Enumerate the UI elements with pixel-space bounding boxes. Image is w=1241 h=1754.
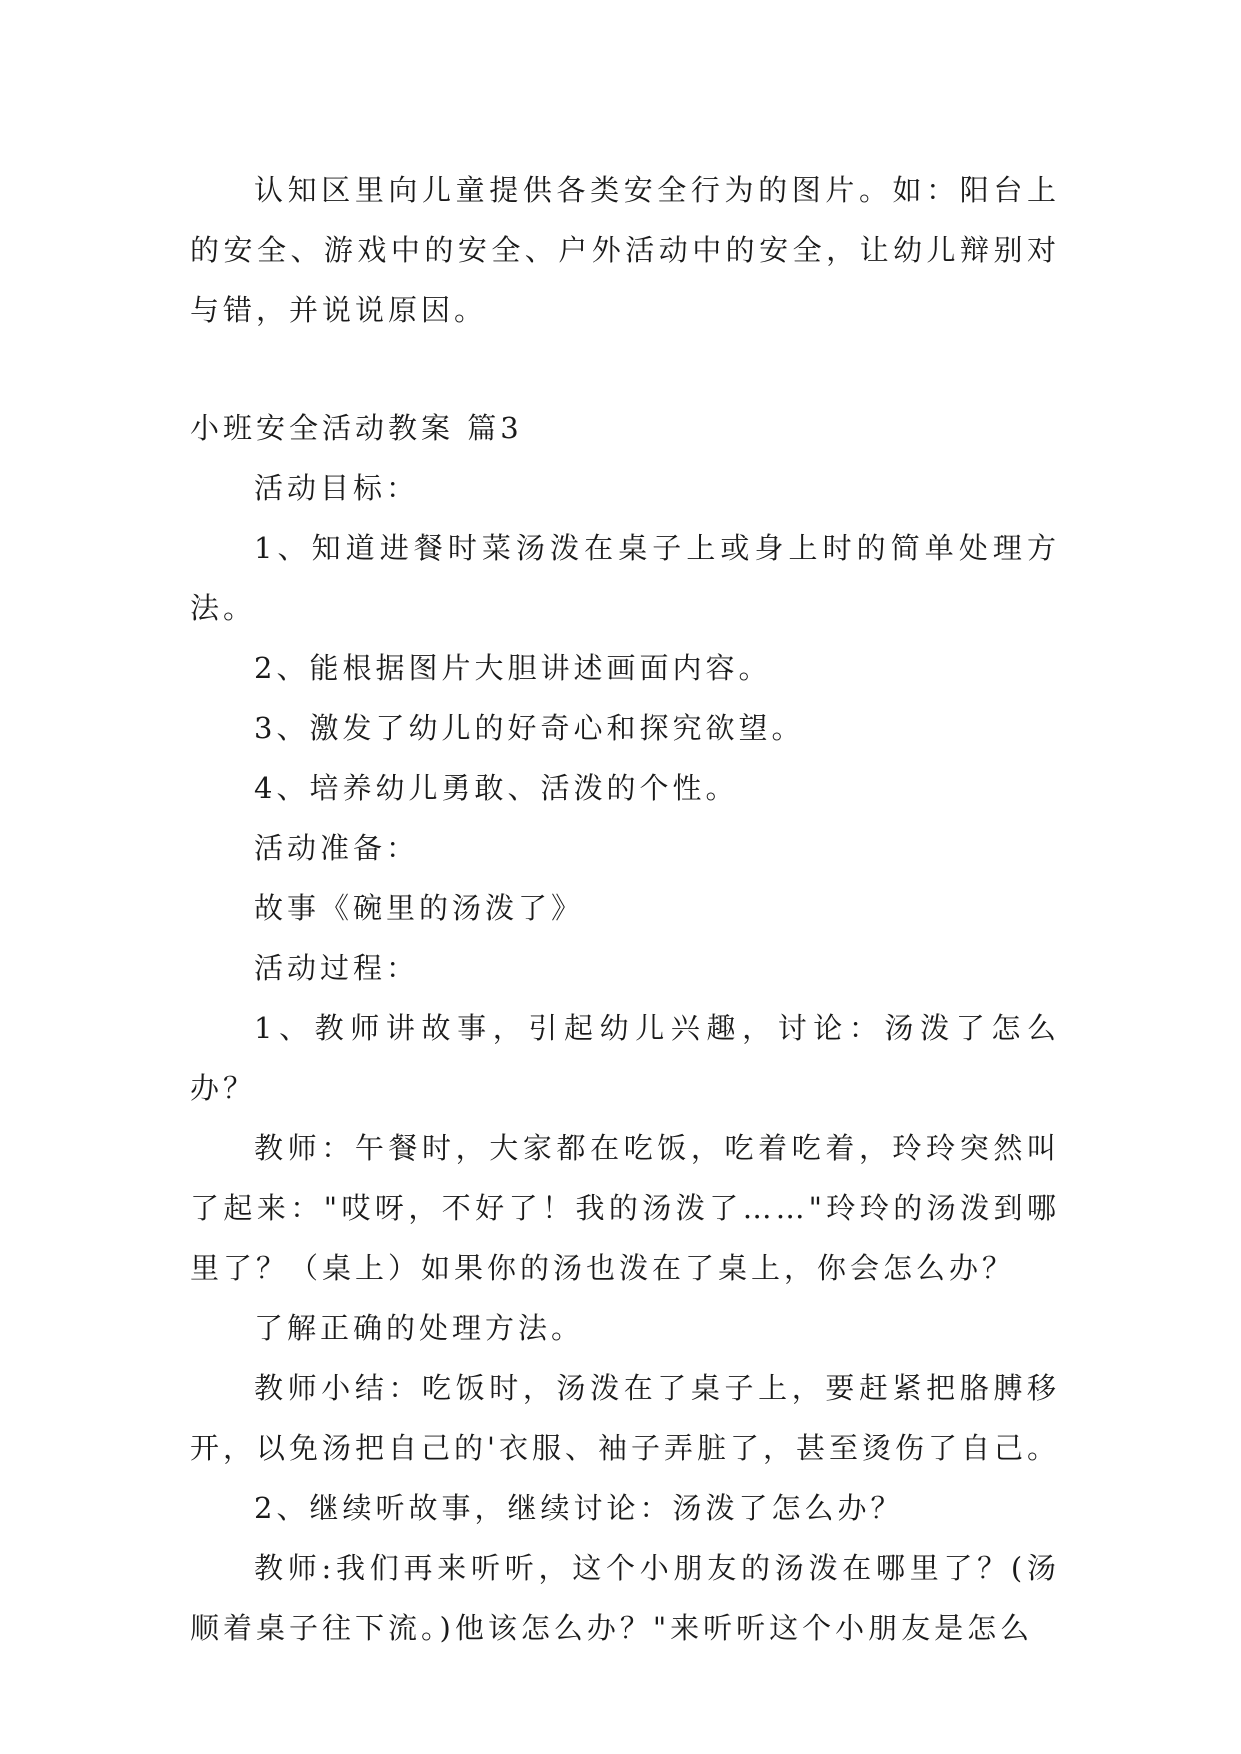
- paragraph-goal-1: 1、知道进餐时菜汤泼在桌子上或身上时的简单处理方法。: [190, 531, 1060, 625]
- section-heading: 小班安全活动教案 篇3: [190, 411, 523, 445]
- paragraph-preparation-label: 活动准备：: [254, 831, 420, 865]
- paragraph-process-label: 活动过程：: [254, 951, 420, 985]
- paragraph-correct-method: 了解正确的处理方法。: [254, 1311, 585, 1345]
- paragraph-process-step-1: 1、教师讲故事，引起幼儿兴趣，讨论：汤泼了怎么办？: [190, 1011, 1060, 1105]
- paragraph-goal-2: 2、能根据图片大胆讲述画面内容。: [254, 651, 772, 685]
- paragraph-activity-goals-label: 活动目标：: [254, 471, 420, 505]
- paragraph-process-step-2: 2、继续听故事，继续讨论：汤泼了怎么办？: [254, 1491, 904, 1525]
- paragraph-goal-4: 4、培养幼儿勇敢、活泼的个性。: [254, 771, 739, 805]
- document-body: [190, 160, 1060, 1658]
- paragraph-teacher-summary: 教师小结：吃饭时，汤泼在了桌子上，要赶紧把胳膊移开，以免汤把自己的'衣服、袖子弄脏了，甚至烫伤了自己。: [190, 1371, 1060, 1465]
- paragraph-preparation-story: 故事《碗里的汤泼了》: [254, 891, 585, 925]
- paragraph-teacher-story-2: 教师:我们再来听听，这个小朋友的汤泼在哪里了？(汤顺着桌子往下流。)他该怎么办？"来听听这个小朋友是怎么: [190, 1551, 1060, 1645]
- paragraph-goal-3: 3、激发了幼儿的好奇心和探究欲望。: [254, 711, 805, 745]
- paragraph-teacher-story-1: 教师：午餐时，大家都在吃饭，吃着吃着，玲玲突然叫了起来："哎呀，不好了！我的汤泼了……"玲玲的汤泼到哪里了？（桌上）如果你的汤也泼在了桌上，你会怎么办？: [190, 1131, 1060, 1285]
- paragraph-intro: 认知区里向儿童提供各类安全行为的图片。如：阳台上的安全、游戏中的安全、户外活动中的安全，让幼儿辩别对与错，并说说原因。: [190, 173, 1060, 327]
